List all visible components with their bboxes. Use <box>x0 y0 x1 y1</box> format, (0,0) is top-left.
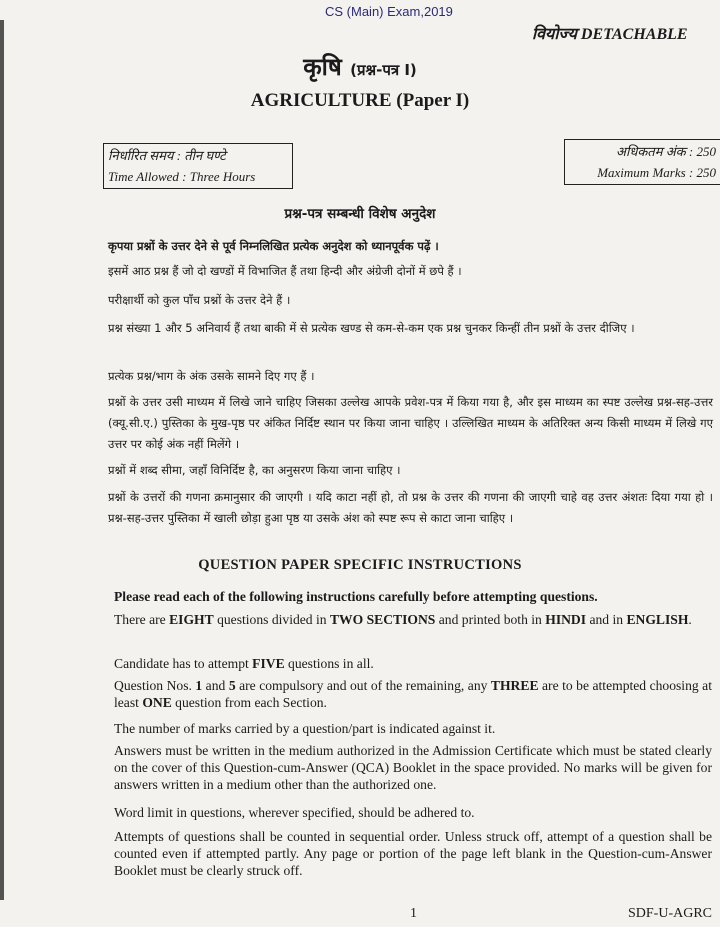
hindi-instruction-3: प्रश्न संख्या 1 और 5 अनिवार्य हैं तथा बाकी में से प्रत्येक खण्ड से कम-से-कम एक प्रश्न चुनकर किन्हीं तीन प्रश्नों के उत्तर दीजिए । <box>108 321 635 335</box>
exam-stamp: CS (Main) Exam,2019 <box>325 4 453 19</box>
page-number: 1 <box>410 906 417 921</box>
time-allowed-hindi: निर्धारित समय : तीन घण्टे <box>108 148 226 163</box>
subject-title-english: AGRICULTURE (Paper I) <box>250 90 470 111</box>
paper-code: SDF-U-AGRC <box>628 906 713 921</box>
scan-edge-shadow <box>0 20 4 900</box>
hindi-instructions-heading: प्रश्न-पत्र सम्बन्धी विशेष अनुदेश <box>284 206 436 222</box>
english-instruction-4: The number of marks carried by a question/part is indicated against it. <box>114 721 496 736</box>
time-allowed-box <box>103 143 293 189</box>
hindi-instruction-4: प्रत्येक प्रश्न/भाग के अंक उसके सामने दिए गए हैं । <box>108 369 315 383</box>
hindi-instruction-1: इसमें आठ प्रश्न हैं जो दो खण्डों में विभाजित हैं तथा हिन्दी और अंग्रेजी दोनों में छपे हैं । <box>108 264 462 278</box>
hindi-instruction-5: प्रश्नों के उत्तर उसी माध्यम में लिखे जाने चाहिए जिसका उल्लेख आपके प्रवेश-पत्र में किया गया है, और इस माध्यम का स्पष्ट उल्लेख प्रश्न-सह-उत्तर (क्यू.सी.ए.) पुस्तिका के मुख-पृष्ठ पर अंकित निर्दिष्ट स्थान पर किया जाना चाहिए । उल्लिखित माध्यम के अतिरिक्त अन्य किसी माध्यम में लिखे गए उत्तर पर कोई अंक नहीं मिलेंगे । <box>108 395 713 451</box>
english-instruction-7: Attempts of questions shall be counted in sequential order. Unless struck off, attempt of a question shall be counted even if attempted partly. Any page or portion of the page left blank in the Question-cum-Answer Booklet must be clearly struck off. <box>114 829 712 878</box>
subject-title-hindi <box>0 50 720 83</box>
english-instructions-heading: QUESTION PAPER SPECIFIC INSTRUCTIONS <box>198 557 522 573</box>
english-instruction-3: Question Nos. 1 and 5 are compulsory and out of the remaining, any THREE are to be attempted choosing at least ONE question from each Section. <box>114 678 712 710</box>
detachable-label: वियोज्य DETACHABLE <box>532 26 688 43</box>
english-instruction-2: Candidate has to attempt FIVE questions in all. <box>114 656 374 671</box>
subject-name-hindi: कृषि <box>303 53 342 81</box>
time-allowed-english: Time Allowed : Three Hours <box>108 169 256 184</box>
english-instruction-5: Answers must be written in the medium authorized in the Admission Certificate which must be stated clearly on the cover of this Question-cum-Answer (QCA) Booklet in the space provided. No marks will be given for answers written in a medium other than the authorized one. <box>114 743 712 792</box>
hindi-instruction-7: प्रश्नों के उत्तरों की गणना क्रमानुसार की जाएगी । यदि काटा नहीं हो, तो प्रश्न के उत्तर की गणना की जाएगी चाहे वह उत्तर अंशतः दिया गया हो । प्रश्न-सह-उत्तर पुस्तिका में खाली छोड़ा हुआ पृष्ठ या उसके अंश को स्पष्ट रूप से काटा जाना चाहिए । <box>108 490 713 525</box>
english-instruction-6: Word limit in questions, wherever specified, should be adhered to. <box>114 805 475 820</box>
paper-label-hindi: (प्रश्न-पत्र I) <box>350 61 417 79</box>
maximum-marks-hindi: अधिकतम अंक : 250 <box>616 144 716 159</box>
english-instruction-lead: Please read each of the following instructions carefully before attempting questions. <box>114 589 598 604</box>
hindi-instruction-2: परीक्षार्थी को कुल पाँच प्रश्नों के उत्तर देने हैं । <box>108 293 291 307</box>
english-instruction-1: There are EIGHT questions divided in TWO SECTIONS and printed both in HINDI and in ENGLISH. <box>114 612 692 627</box>
hindi-instruction-lead: कृपया प्रश्नों के उत्तर देने से पूर्व निम्नलिखित प्रत्येक अनुदेश को ध्यानपूर्वक पढ़ें । <box>108 239 439 253</box>
maximum-marks-english: Maximum Marks : 250 <box>597 165 716 180</box>
hindi-instruction-6: प्रश्नों में शब्द सीमा, जहाँ विनिर्दिष्ट है, का अनुसरण किया जाना चाहिए । <box>108 463 401 477</box>
maximum-marks-box <box>564 139 720 185</box>
